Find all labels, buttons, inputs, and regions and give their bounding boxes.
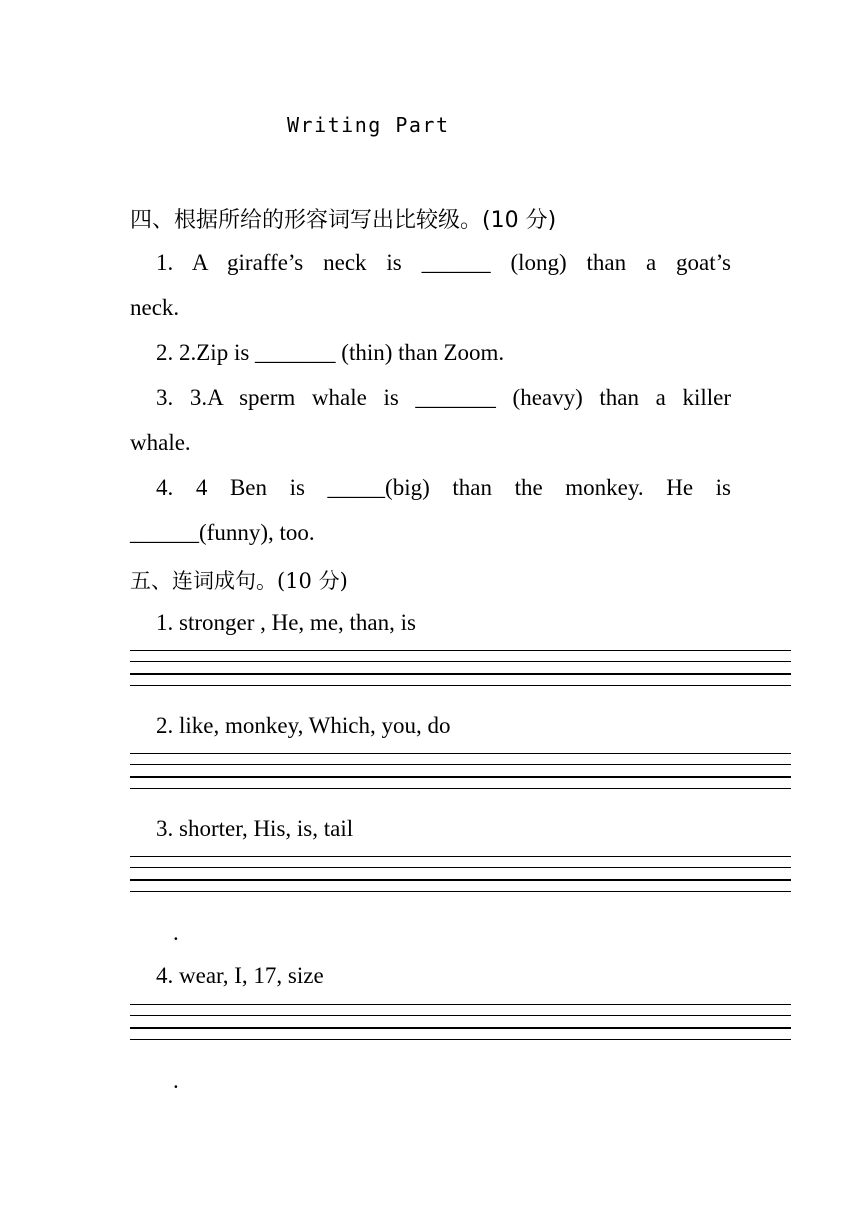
section-5-heading: 五、连词成句。(10 分) xyxy=(130,569,348,593)
s4-item-3-line-2: whale. xyxy=(130,430,191,455)
s4-item-2: 2. 2.Zip is _______ (thin) than Zoom. xyxy=(156,340,505,365)
section-4-heading: 四、根据所给的形容词写出比较级。(10 分) xyxy=(130,208,557,233)
s5-item-3-prompt: 3. shorter, His, is, tail xyxy=(156,816,354,841)
s4-item-3-line-1: 3. 3.A sperm whale is _______ (heavy) than a killer xyxy=(156,385,731,410)
s5-item-4-ending: . xyxy=(173,1068,179,1093)
s5-item-3-ending: . xyxy=(173,920,179,945)
page-title: Writing Part xyxy=(287,113,450,137)
s5-item-3-answer-lines[interactable] xyxy=(130,856,791,892)
s4-item-4-line-1: 4. 4 Ben is _____(big) than the monkey. He is xyxy=(156,475,731,500)
s4-item-1-line-1: 1. A giraffe’s neck is ______ (long) than a goat’s xyxy=(156,250,731,275)
s5-item-1-answer-lines[interactable] xyxy=(130,650,791,686)
s5-item-2-answer-lines[interactable] xyxy=(130,753,791,789)
s4-item-1-line-2: neck. xyxy=(130,295,180,320)
s4-item-4-line-2: ______(funny), too. xyxy=(130,520,315,545)
s5-item-4-answer-lines[interactable] xyxy=(130,1004,791,1040)
s5-item-2-prompt: 2. like, monkey, Which, you, do xyxy=(156,713,451,738)
s5-item-4-prompt: 4. wear, I, 17, size xyxy=(156,963,324,988)
s5-item-1-prompt: 1. stronger , He, me, than, is xyxy=(156,610,416,635)
